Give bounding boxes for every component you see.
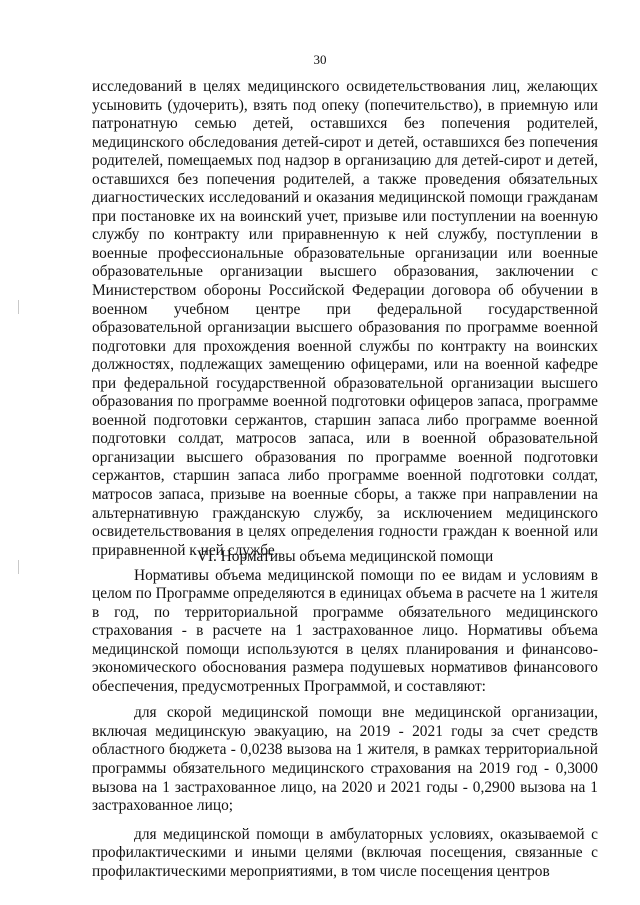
continuation-paragraph: исследований в целях медицинского освидетельствования лиц, желающих усыновить (удочерить), взять под опеку (попечительство), в приемную или патронатную семью детей, оставшихся без попечения родителей, медицинского обследования детей-сирот и детей, оставшихся без попечения родителей, помещаемых под надзор в организацию для детей-сирот и детей, оставшихся без попечения родителей, а также проведения обязательных диагностических исследований и оказания медицинской помощи гражданам при постановке их на воинский учет, призыве или поступлении на военную службу по контракту или приравненную к ней службу, поступлении в военные профессиональные образовательные организации или военные образовательные организации высшего образования, заключении с Министерством обороны Российской Федерации договора об обучении в военном учебном центре при федеральной государственной образовательной организации высшего образования по программе военной подготовки для прохождения военной службы по контракту на воинских должностях, подлежащих замещению офицерами, или на военной кафедре при федеральной государственной образовательной организации высшего образования по программе военной подготовки офицеров запаса, программе военной подготовки сержантов, старшин запаса либо программе военной подготовки солдат, матросов запаса, или в военной образовательной организации высшего образования по программе военной подготовки сержантов, старшин запаса либо программе военной подготовки солдат, матросов запаса, призыве на военные сборы, а также при направлении на альтернативную гражданскую службу, за исключением медицинского освидетельствования в целях определения годности граждан к военной или приравненной к ней службе.: [92, 78, 598, 559]
section-vi: [92, 548, 598, 881]
ambulance-norm-paragraph: для скорой медицинской помощи вне медицинской организации, включая медицинскую эвакуацию, на 2019 - 2021 годы за счет средств областного бюджета - 0,0238 вызова на 1 жителя, в рамках территориальной программы обязательного медицинского страхования на 2019 год - 0,3000 вызова на 1 застрахованное лицо, на 2020 и 2021 годы - 0,2900 вызова на 1 застрахованное лицо;: [92, 704, 598, 815]
scan-margin-mark: [18, 300, 19, 314]
continuation-block: [92, 78, 598, 560]
section-intro-paragraph: Нормативы объема медицинской помощи по ее видам и условиям в целом по Программе определяются в единицах объема в расчете на 1 жителя в год, по территориальной программе обязательного медицинского страхования - в расчете на 1 застрахованное лицо. Нормативы объема медицинской помощи используются в целях планирования и финансово-экономического обоснования размера подушевых нормативов финансового обеспечения, предусмотренных Программой, и составляют:: [92, 566, 598, 695]
page-number: 30: [313, 52, 327, 67]
outpatient-norm-paragraph: для медицинской помощи в амбулаторных условиях, оказываемой с профилактическими и иными целями (включая посещения, связанные с профилактическими мероприятиями, в том числе посещения центров: [92, 825, 598, 880]
scan-margin-mark: [18, 560, 19, 574]
section-heading: VI. Нормативы объема медицинской помощи: [196, 548, 494, 565]
